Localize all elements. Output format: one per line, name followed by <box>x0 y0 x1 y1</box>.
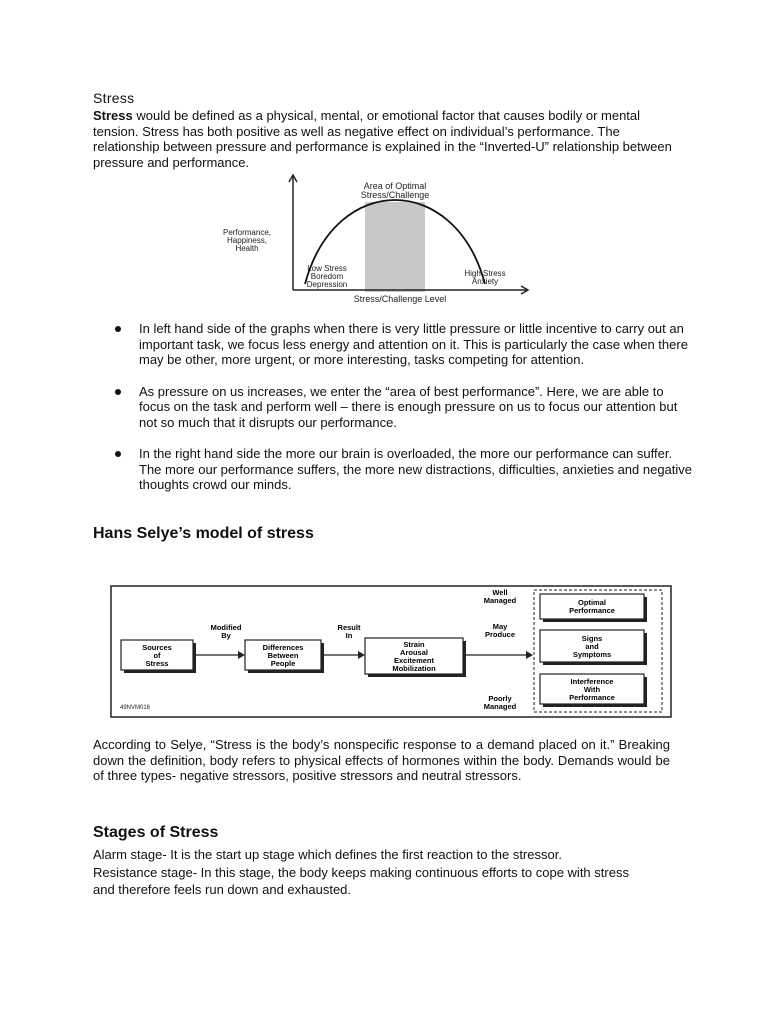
out3-line3: Performance <box>569 693 615 702</box>
resistance-stage-text: Resistance stage- In this stage, the body keeps making continuous efforts to cope with stress and therefore feels run down and exhausted. <box>93 865 629 897</box>
stress-definition-paragraph <box>93 108 683 170</box>
box1-line1: Sources <box>142 643 172 652</box>
selye-model-heading: Hans Selye’s model of stress <box>93 525 314 542</box>
arrow3-label-line2: Produce <box>484 630 516 639</box>
box3-line2: Arousal <box>400 648 428 657</box>
out1-line1: Optimal <box>578 598 606 607</box>
inverted-u-graph <box>205 172 535 304</box>
out2-line3: Symptoms <box>572 650 612 659</box>
stages-of-stress-heading: Stages of Stress <box>93 824 219 841</box>
box2-line1: Differences <box>262 643 304 652</box>
optimal-area-label-line1: Area of Optimal <box>363 181 427 191</box>
y-axis-label-line3: Health <box>235 244 259 253</box>
high-stress-label-line1: High Stress <box>464 269 506 278</box>
box3-line1: Strain <box>403 640 425 649</box>
box1-line3: Stress <box>145 659 169 668</box>
y-axis-label-line2: Happiness, <box>226 236 268 245</box>
box2-line3: People <box>270 659 296 668</box>
high-stress-label-line2: Anxiety <box>471 277 499 286</box>
low-stress-label-line2: Boredom <box>310 272 344 281</box>
box3-line4: Mobilization <box>392 664 436 673</box>
out3-line2: With <box>583 685 601 694</box>
out2-line1: Signs <box>581 634 603 643</box>
inverted-u-bullet-list <box>93 321 693 509</box>
x-axis-label: Stress/Challenge Level <box>353 294 447 304</box>
box1-line2: of <box>153 651 161 660</box>
diagram-code: 49NVM016 <box>120 705 151 711</box>
bullet-icon <box>115 389 121 395</box>
box2-line2: Between <box>267 651 299 660</box>
optimal-area-label-line2: Stress/Challenge <box>360 190 430 200</box>
bullet-text: In left hand side of the graphs when there is very little pressure or little incentive to carry out an important task, we focus less energy and attention on it. This is particularly the case when there may be other, more urgent, or more interesting, tasks competing for attention. <box>139 321 688 367</box>
poorly-managed-line1: Poorly <box>488 694 512 703</box>
bullet-text: In the right hand side the more our brain is overloaded, the more our performance can suffer. The more our performance suffers, the more new distractions, difficulties, anxieties and negative thoughts crowd our minds. <box>139 446 693 492</box>
out3-line1: Interference <box>570 677 614 686</box>
list-item <box>93 446 693 493</box>
stress-definition-text: would be defined as a physical, mental, or emotional factor that causes bodily or mental tension. Stress has both positive as well as negative effect on individual’s performance. The relationship between pressure and performance is explained in the “Inverted-U” relationship between pressure and performance. <box>93 108 672 170</box>
list-item <box>93 384 693 431</box>
arrow2-label-line1: Result <box>337 623 361 632</box>
out2-line2: and <box>585 642 599 651</box>
list-item <box>93 321 693 368</box>
bullet-text: As pressure on us increases, we enter the “area of best performance”. Here, we are able to focus on the task and perform well – there is enough pressure on us to focus our attention but not so much that it disrupts our performance. <box>139 383 678 430</box>
well-managed-line1: Well <box>492 588 508 597</box>
arrow3-label-line1: May <box>492 622 508 631</box>
box3-line3: Excitement <box>393 656 435 665</box>
arrow2-label-line2: In <box>345 631 353 640</box>
low-stress-label-line1: Low Stress <box>307 264 347 273</box>
alarm-stage-text: Alarm stage- It is the start up stage which defines the first reaction to the stressor. <box>93 847 562 862</box>
arrow1-label-line1: Modified <box>210 623 242 632</box>
well-managed-line2: Managed <box>483 596 517 605</box>
bullet-icon <box>115 326 121 332</box>
out1-line2: Performance <box>569 606 615 615</box>
y-axis-label-line1: Performance, <box>222 228 272 237</box>
arrow1-label-line2: By <box>221 631 231 640</box>
optimal-area-shading <box>365 202 425 292</box>
bullet-icon <box>115 451 121 457</box>
low-stress-label-line3: Depression <box>306 280 348 289</box>
poorly-managed-line2: Managed <box>483 702 517 711</box>
stress-bold-term: Stress <box>93 108 133 123</box>
section-title-stress: Stress <box>93 90 135 106</box>
selye-model-diagram <box>110 585 672 719</box>
selye-definition-paragraph: According to Selye, “Stress is the body’s nonspecific response to a demand placed on it.” Breaking down the definition, body refers to physical effects of hormones within the body. Demands would be of three types- negative stressors, positive stressors and neutral stressors. <box>93 737 670 783</box>
